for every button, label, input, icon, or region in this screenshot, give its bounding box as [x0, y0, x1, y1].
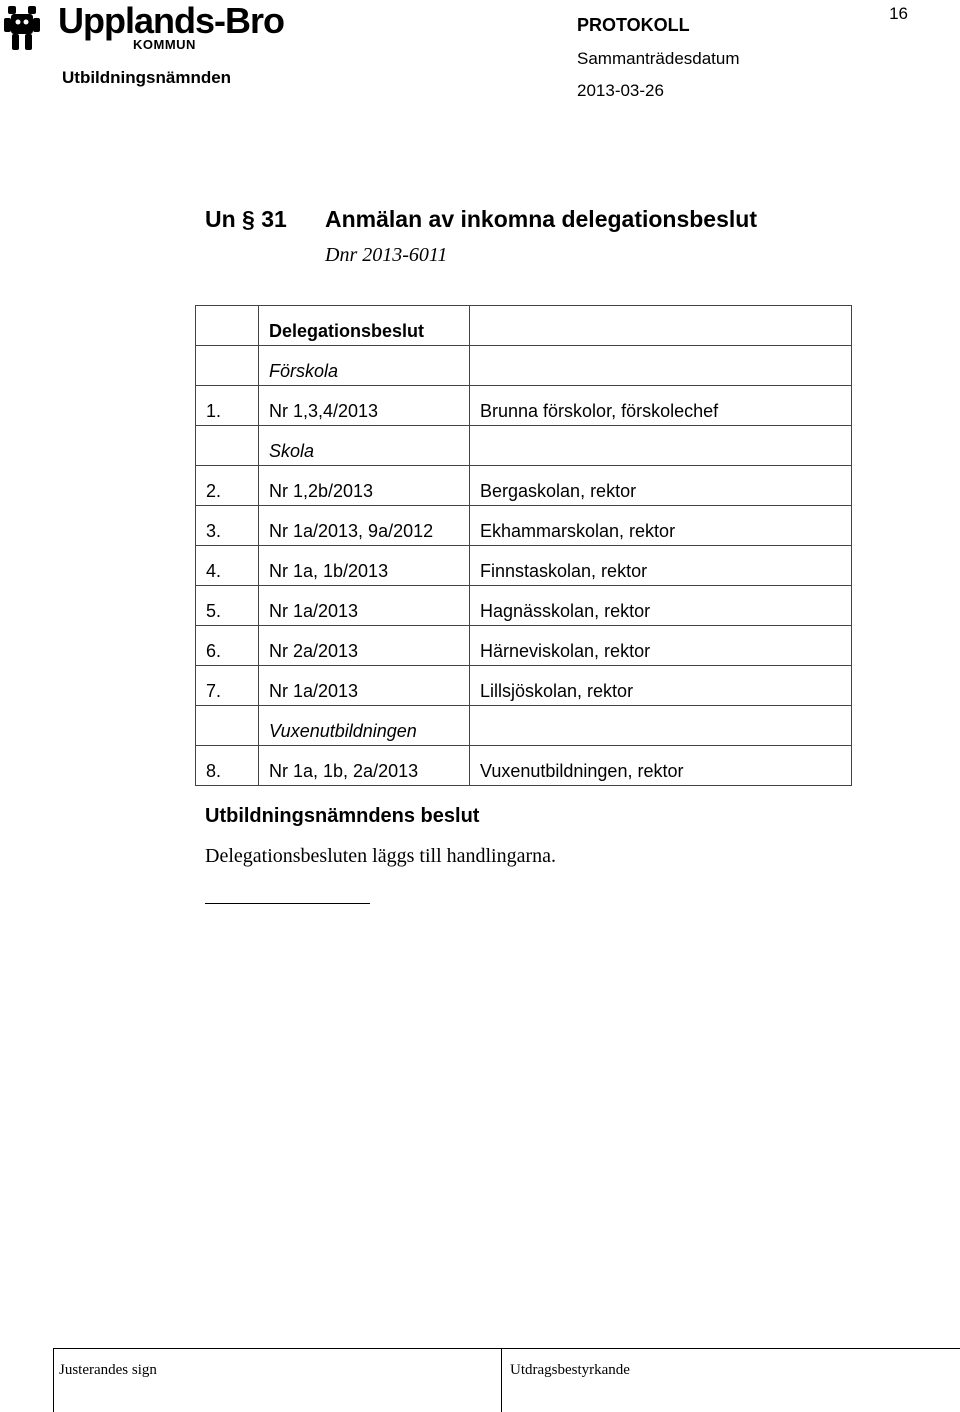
footer-divider — [53, 1349, 54, 1412]
row-number: 3. — [196, 506, 259, 546]
table-row — [196, 386, 852, 426]
diary-number: Dnr 2013-6011 — [325, 244, 448, 266]
row-number: 4. — [196, 546, 259, 586]
row-number — [196, 426, 259, 466]
row-description: Brunna förskolor, förskolechef — [470, 386, 852, 426]
footer-divider — [501, 1349, 502, 1412]
category-label: Skola — [259, 426, 470, 466]
table-header-row — [196, 306, 852, 346]
decision-reference: Nr 1a/2013, 9a/2012 — [259, 506, 470, 546]
section-heading — [205, 206, 757, 233]
meeting-date: 2013-03-26 — [577, 81, 664, 100]
decision-text: Delegationsbesluten läggs till handlingarna. — [205, 845, 557, 867]
row-description: Bergaskolan, rektor — [470, 466, 852, 506]
row-number: 6. — [196, 626, 259, 666]
table-row — [196, 586, 852, 626]
table-row — [196, 506, 852, 546]
decision-reference: Nr 2a/2013 — [259, 626, 470, 666]
table-row — [196, 546, 852, 586]
table-row — [196, 626, 852, 666]
committee-name: Utbildningsnämnden — [62, 68, 232, 87]
decision-heading: Utbildningsnämndens beslut — [205, 805, 480, 827]
row-description — [470, 426, 852, 466]
document-type: PROTOKOLL — [577, 15, 690, 35]
row-description: Vuxenutbildningen, rektor — [470, 746, 852, 786]
decision-reference: Nr 1,2b/2013 — [259, 466, 470, 506]
table-cell — [470, 306, 852, 346]
row-number: 8. — [196, 746, 259, 786]
table-cell — [196, 306, 259, 346]
justifier-sign-label: Justerandes sign — [59, 1362, 157, 1378]
table-heading: Delegationsbeslut — [259, 306, 470, 346]
end-rule — [205, 903, 370, 904]
table-row — [196, 746, 852, 786]
table-row — [196, 466, 852, 506]
row-description: Härneviskolan, rektor — [470, 626, 852, 666]
section-code: Un § 31 — [205, 206, 287, 232]
row-description: Lillsjöskolan, rektor — [470, 666, 852, 706]
table-row — [196, 666, 852, 706]
extract-certification-label: Utdragsbestyrkande — [510, 1362, 630, 1378]
category-label: Vuxenutbildningen — [259, 706, 470, 746]
row-description: Ekhammarskolan, rektor — [470, 506, 852, 546]
logo-wordmark: Upplands-Bro — [58, 0, 284, 41]
decision-reference: Nr 1a/2013 — [259, 586, 470, 626]
decision-reference: Nr 1a, 1b, 2a/2013 — [259, 746, 470, 786]
row-description — [470, 706, 852, 746]
row-description: Hagnässkolan, rektor — [470, 586, 852, 626]
category-label: Förskola — [259, 346, 470, 386]
table-row — [196, 346, 852, 386]
page-number: 16 — [889, 4, 908, 23]
logo-subtitle: KOMMUN — [133, 37, 196, 52]
row-number: 2. — [196, 466, 259, 506]
decision-reference: Nr 1a/2013 — [259, 666, 470, 706]
row-number: 5. — [196, 586, 259, 626]
section-title: Anmälan av inkomna delegationsbeslut — [325, 206, 757, 232]
delegation-table — [195, 305, 852, 786]
row-number: 1. — [196, 386, 259, 426]
meeting-date-label: Sammanträdesdatum — [577, 49, 740, 68]
row-number: 7. — [196, 666, 259, 706]
decision-reference: Nr 1,3,4/2013 — [259, 386, 470, 426]
row-number — [196, 706, 259, 746]
footer-signature-bar — [53, 1348, 960, 1412]
table-row — [196, 426, 852, 466]
table-row — [196, 706, 852, 746]
row-description: Finnstaskolan, rektor — [470, 546, 852, 586]
decision-reference: Nr 1a, 1b/2013 — [259, 546, 470, 586]
row-number — [196, 346, 259, 386]
row-description — [470, 346, 852, 386]
